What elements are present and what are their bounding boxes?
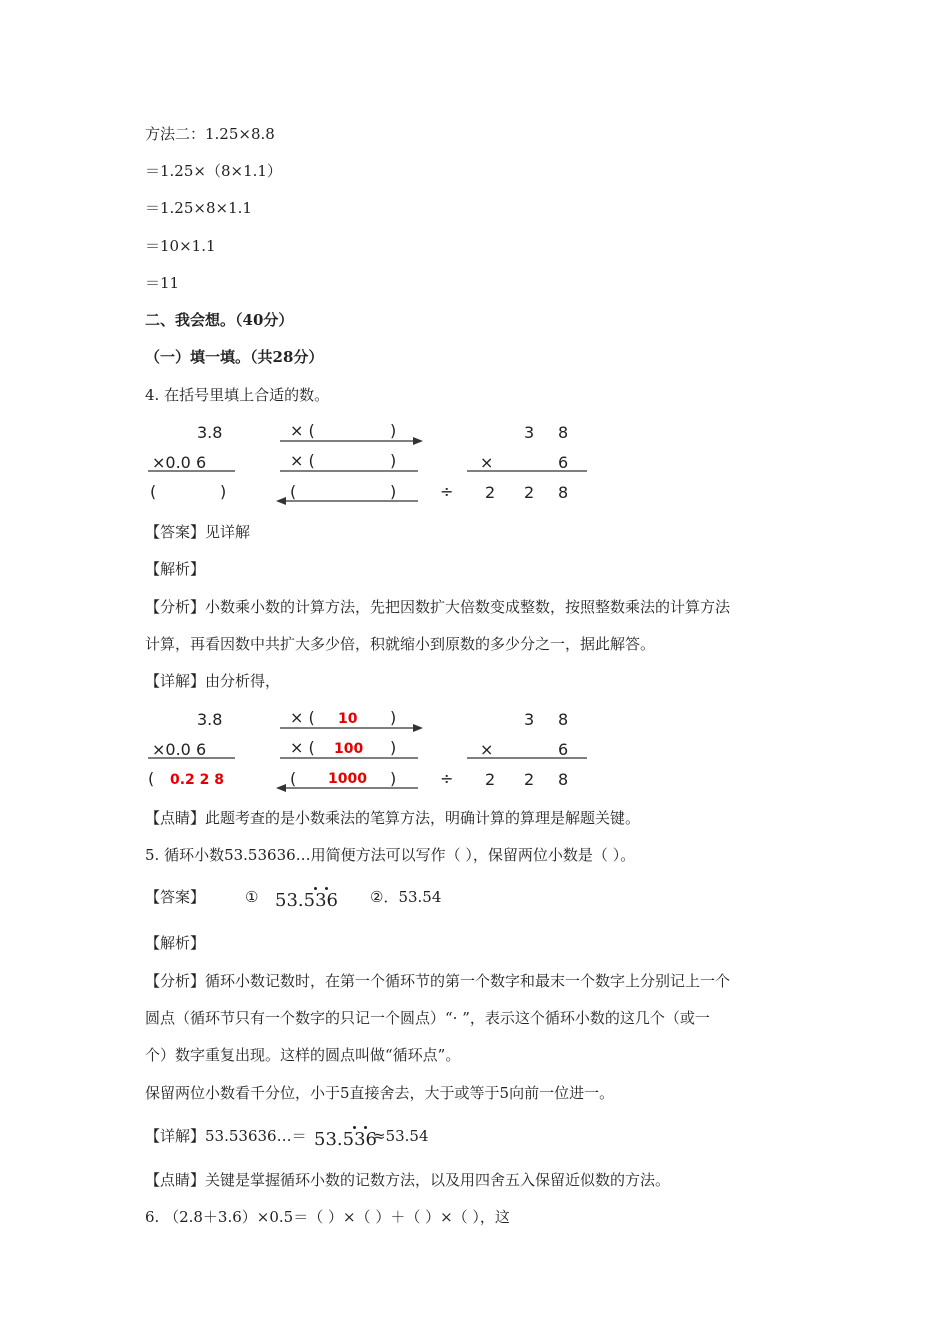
question-6: 6. （2.8＋3.6）×0.5＝（ ）×（ ）＋（ ）×（ ），这 bbox=[145, 1208, 510, 1226]
times-paren-1: × ( bbox=[290, 708, 315, 727]
question-4: 4. 在括号里填上合适的数。 bbox=[145, 386, 330, 404]
repeat-dot-1 bbox=[353, 1126, 356, 1129]
q4-analysis-2: 计算，再看因数中共扩大多少倍，积就缩小到原数的多少分之一，据此解答。 bbox=[145, 635, 656, 653]
q4-detail: 【详解】由分析得， bbox=[145, 672, 281, 690]
close-paren-1: ) bbox=[390, 421, 397, 440]
method2-line4: ＝10×1.1 bbox=[145, 237, 216, 255]
q4-answer: 【答案】见详解 bbox=[145, 523, 251, 541]
q5-key-point: 【点睛】关键是掌握循环小数的记数方法，以及用四舍五入保留近似数的方法。 bbox=[145, 1171, 671, 1189]
method2-line1: 方法二：1.25×8.8 bbox=[145, 125, 275, 143]
method2-line3: ＝1.25×8×1.1 bbox=[145, 199, 252, 217]
int-digit-6: 6 bbox=[558, 740, 569, 759]
int-digit-3: 3 bbox=[524, 710, 535, 729]
repeating-decimal-detail bbox=[314, 1129, 377, 1150]
q5-answer-2: ②．53.54 bbox=[370, 888, 442, 906]
close-paren-3: ) bbox=[390, 769, 397, 788]
int-digit-3: 3 bbox=[524, 423, 535, 442]
result-close-paren: ) bbox=[220, 482, 227, 501]
open-paren-3: ( bbox=[290, 769, 297, 788]
q5-answer-marker-1: ① bbox=[245, 888, 259, 906]
int-result-digit-1: 2 bbox=[485, 483, 496, 502]
int-result-digit-1: 2 bbox=[485, 770, 496, 789]
repeating-decimal-last: 6 bbox=[365, 1129, 377, 1150]
method2-line2: ＝1.25×（8×1.1） bbox=[145, 162, 282, 180]
factor-b: ×0.0 6 bbox=[152, 740, 207, 759]
repeat-dot-1 bbox=[314, 887, 317, 890]
int-result-digit-2: 2 bbox=[524, 483, 535, 502]
close-paren-2: ) bbox=[390, 738, 397, 757]
repeating-decimal-body: 53.53 bbox=[275, 890, 327, 911]
result-open-paren: ( bbox=[148, 769, 155, 788]
int-digit-6: 6 bbox=[558, 453, 569, 472]
q5-analysis-2: 圆点（循环节只有一个数字的只记一个圆点）“· ”，表示这个循环小数的这几个（或一 bbox=[145, 1009, 710, 1027]
divide-sign: ÷ bbox=[440, 482, 454, 501]
q5-detail-a: 【详解】53.53636…＝ bbox=[145, 1127, 307, 1145]
int-times: × bbox=[480, 453, 494, 472]
divide-sign: ÷ bbox=[440, 769, 454, 788]
subsection-heading: （一）填一填。（共28分） bbox=[145, 348, 324, 366]
filled-factor-1000: 1000 bbox=[328, 771, 367, 787]
factor-b: ×0.0 6 bbox=[152, 453, 207, 472]
int-times: × bbox=[480, 740, 494, 759]
q4-key-point: 【点睛】此题考查的是小数乘法的笔算方法，明确计算的算理是解题关键。 bbox=[145, 809, 641, 827]
q5-jiexi: 【解析】 bbox=[145, 934, 206, 952]
q5-analysis-4: 保留两位小数看千分位，小于5直接舍去，大于或等于5向前一位进一。 bbox=[145, 1084, 615, 1102]
q4-analysis-1: 【分析】小数乘小数的计算方法，先把因数扩大倍数变成整数，按照整数乘法的计算方法 bbox=[145, 598, 731, 616]
method2-line5: ＝11 bbox=[145, 274, 180, 292]
factor-a: 3.8 bbox=[197, 710, 223, 729]
repeat-dot-2 bbox=[364, 1126, 367, 1129]
int-result-digit-3: 8 bbox=[558, 770, 569, 789]
times-paren-2: × ( bbox=[290, 738, 315, 757]
close-paren-3: ) bbox=[390, 482, 397, 501]
close-paren-2: ) bbox=[390, 451, 397, 470]
q5-analysis-1: 【分析】循环小数记数时，在第一个循环节的第一个数字和最末一个数字上分别记上一个 bbox=[145, 972, 731, 990]
int-result-digit-2: 2 bbox=[524, 770, 535, 789]
q5-answer-label: 【答案】 bbox=[145, 888, 206, 906]
q5-detail-b: ≈53.54 bbox=[373, 1127, 429, 1145]
repeating-decimal-body: 53.53 bbox=[314, 1129, 366, 1150]
repeat-dot-2 bbox=[325, 887, 328, 890]
times-paren-2: × ( bbox=[290, 451, 315, 470]
filled-factor-10: 10 bbox=[338, 711, 358, 727]
close-paren-1: ) bbox=[390, 708, 397, 727]
question-5: 5. 循环小数53.53636…用简便方法可以写作（ ），保留两位小数是（ ）。 bbox=[145, 846, 636, 864]
q5-analysis-3: 个）数字重复出现。这样的圆点叫做“循环点”。 bbox=[145, 1046, 461, 1064]
section-heading: 二、我会想。（40分） bbox=[145, 311, 294, 329]
filled-factor-100: 100 bbox=[334, 741, 364, 757]
repeating-decimal-answer bbox=[275, 890, 338, 911]
q4-jiexi: 【解析】 bbox=[145, 560, 206, 578]
open-paren-3: ( bbox=[290, 482, 297, 501]
int-digit-8: 8 bbox=[558, 423, 569, 442]
multiplication-diagram-blank bbox=[140, 418, 610, 508]
multiplication-diagram-filled bbox=[140, 705, 610, 795]
int-digit-8: 8 bbox=[558, 710, 569, 729]
result-open-paren: ( bbox=[150, 482, 157, 501]
repeating-decimal-last: 6 bbox=[326, 890, 338, 911]
filled-product: 0.2 2 8 bbox=[170, 772, 225, 788]
factor-a: 3.8 bbox=[197, 423, 223, 442]
times-paren-1: × ( bbox=[290, 421, 315, 440]
int-result-digit-3: 8 bbox=[558, 483, 569, 502]
